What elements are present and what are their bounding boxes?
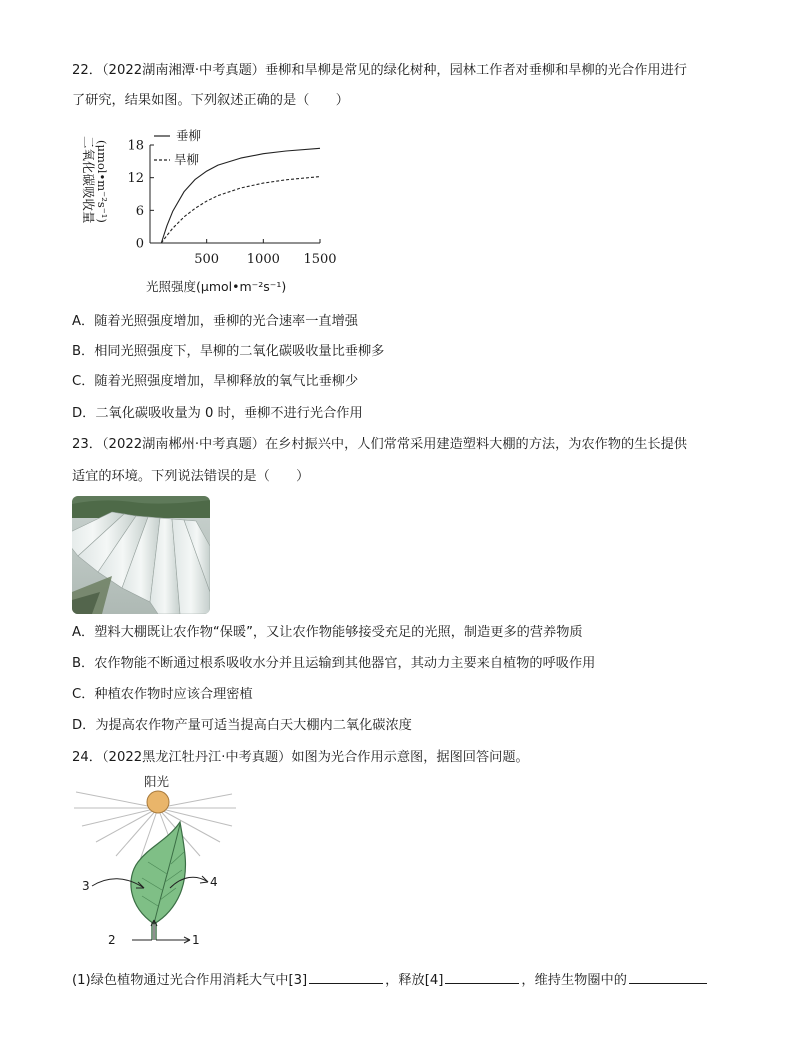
- x-tick-label: 1500: [303, 252, 337, 267]
- photosynthesis-line-chart: [70, 128, 360, 300]
- legend-label-hanliu: 旱柳: [174, 152, 200, 167]
- q23-option-c: C．种植农作物时应该合理密植: [72, 687, 253, 702]
- q23-stem-line2: 适宜的环境。下列说法错误的是（ ）: [72, 469, 310, 484]
- q22-option-a: A．随着光照强度增加，垂柳的光合速率一直增强: [72, 314, 358, 329]
- label-4: 4: [210, 875, 218, 889]
- arrow-2-up: [132, 920, 154, 940]
- q24-sub1-part-c: ，维持生物圈中的: [521, 973, 627, 988]
- legend-label-chuiliu: 垂柳: [176, 128, 202, 143]
- q22-stem-line2: 了研究，结果如图。下列叙述正确的是（ ）: [72, 93, 349, 108]
- q24-sub1-part-b: ，释放[4]: [385, 973, 444, 988]
- y-tick-label: 12: [127, 171, 144, 187]
- q23-option-a: A．塑料大棚既让农作物“保暖”，又让农作物能够接受充足的光照，制造更多的营养物质: [72, 625, 583, 640]
- label-1: 1: [192, 933, 200, 947]
- answer-blank-3[interactable]: [309, 969, 383, 984]
- x-tick-label: 500: [194, 252, 220, 267]
- y-tick-label: 0: [135, 236, 144, 252]
- x-tick-label: 1000: [246, 252, 280, 267]
- sun-label: 阳光: [144, 774, 170, 789]
- q24-stem-line1: 24．（2022黑龙江牡丹江·中考真题）如图为光合作用示意图，据图回答问题。: [72, 750, 529, 765]
- series-line-hanliu: [161, 177, 320, 243]
- chart-ylabel-unit: (μmol•m⁻²s⁻¹): [95, 140, 109, 223]
- q22-option-c: C．随着光照强度增加，旱柳释放的氧气比垂柳少: [72, 374, 359, 389]
- q23-option-d: D．为提高农作物产量可适当提高白天大棚内二氧化碳浓度: [72, 718, 412, 733]
- q23-stem-line1: 23．（2022湖南郴州·中考真题）在乡村振兴中，人们常常采用建造塑料大棚的方法，为农作物的生长提供: [72, 437, 687, 452]
- q22-option-d: D．二氧化碳吸收量为 0 时，垂柳不进行光合作用: [72, 406, 363, 421]
- label-3: 3: [82, 879, 90, 893]
- q22-stem-line1: 22．（2022湖南湘潭·中考真题）垂柳和旱柳是常见的绿化树种，园林工作者对垂柳和旱柳的光合作用进行: [72, 63, 687, 78]
- chart-ylabel-text: 二氧化碳吸收量: [81, 136, 96, 224]
- y-tick-label: 18: [127, 138, 144, 154]
- chart-xlabel: 光照强度(μmol•m⁻²s⁻¹): [146, 279, 287, 294]
- q23-option-b: B．农作物能不断通过根系吸收水分并且运输到其他器官，其动力主要来自植物的呼吸作用: [72, 656, 596, 671]
- photosynthesis-diagram: [72, 770, 242, 950]
- greenhouse-photo: [72, 496, 210, 614]
- q24-sub1: [72, 969, 709, 990]
- sun-icon: [147, 791, 169, 813]
- q24-sub1-part-a: (1)绿色植物通过光合作用消耗大气中[3]: [72, 973, 308, 988]
- label-2: 2: [108, 933, 116, 947]
- q22-option-b: B．相同光照强度下，旱柳的二氧化碳吸收量比垂柳多: [72, 344, 385, 359]
- y-tick-label: 6: [135, 203, 144, 219]
- answer-blank-4[interactable]: [445, 969, 519, 984]
- answer-blank-5[interactable]: [629, 969, 707, 984]
